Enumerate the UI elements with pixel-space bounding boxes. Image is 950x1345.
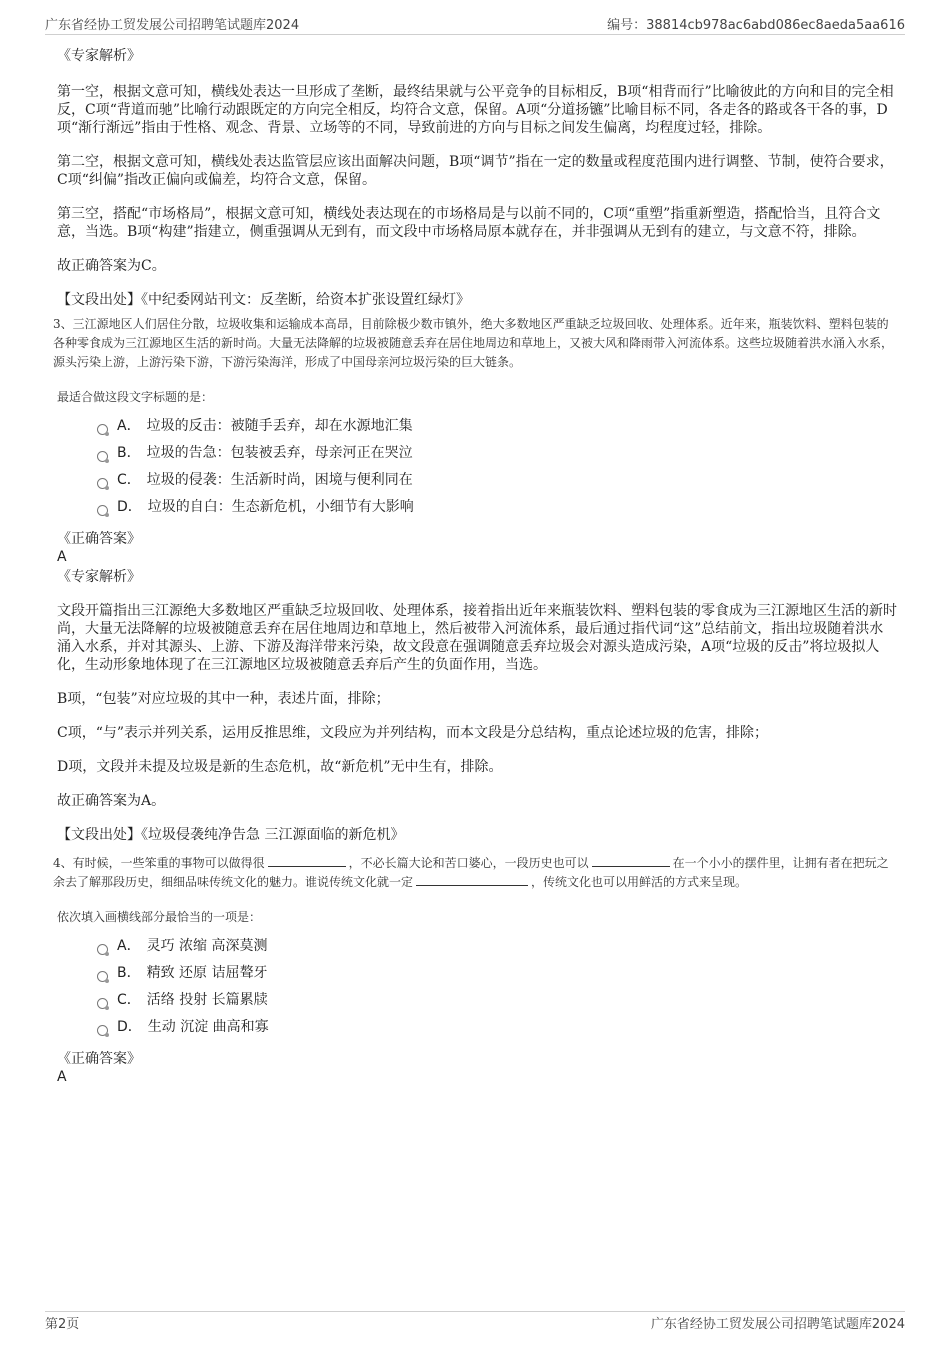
radio-icon[interactable]	[97, 424, 108, 435]
answer-value: A	[57, 1069, 67, 1085]
answer-conclusion: 故正确答案为A。	[57, 793, 166, 809]
radio-icon[interactable]	[97, 1025, 108, 1036]
radio-icon[interactable]	[97, 478, 108, 489]
answer-value: A	[57, 549, 67, 565]
analysis-label: 《专家解析》	[57, 569, 141, 585]
radio-icon[interactable]	[97, 451, 108, 462]
radio-icon[interactable]	[97, 944, 108, 955]
question-4-options	[97, 936, 897, 1044]
answer-label: 《正确答案》	[57, 531, 141, 547]
question-3-options	[97, 416, 897, 524]
radio-icon[interactable]	[97, 505, 108, 516]
question-4-text: 4、有时候，一些笨重的事物可以做得很 ，不必长篇大论和苦口婆心，一段历史也可以 在一个小小的摆件里，让拥有者在把玩之余去了解那段历史，细细品味传统文化的魅力。谁说传统文化就一定 ，传统文化也可以用鲜活的方式来呈现。	[53, 856, 889, 889]
page-footer	[45, 1313, 905, 1333]
option-c[interactable]: C． 活络 投射 长篇累牍	[97, 990, 897, 1017]
option-b[interactable]: B． 精致 还原 诘屈聱牙	[97, 963, 897, 990]
analysis-paragraph: B项，“包装”对应垃圾的其中一种，表述片面，排除；	[57, 691, 390, 707]
option-d[interactable]: D． 垃圾的自白：生态新危机，小细节有大影响	[97, 497, 897, 524]
analysis-paragraph: C项，“与”表示并列关系，运用反推思维，文段应为并列结构，而本文段是分总结构，重点论述垃圾的危害，排除；	[57, 725, 769, 741]
source-citation: 【文段出处】《垃圾侵袭纯净告急 三江源面临的新危机》	[57, 827, 405, 843]
question-4-prompt: 依次填入画横线部分最恰当的一项是：	[57, 910, 262, 924]
fill-blank-1	[268, 854, 346, 867]
option-a[interactable]: A． 灵巧 浓缩 高深莫测	[97, 936, 897, 963]
radio-icon[interactable]	[97, 971, 108, 982]
source-citation: 【文段出处】《中纪委网站刊文：反垄断，给资本扩张设置红绿灯》	[57, 292, 470, 308]
option-a[interactable]: A． 垃圾的反击：被随手丢弃，却在水源地汇集	[97, 416, 897, 443]
analysis-paragraph: 第二空，根据文意可知，横线处表达监管层应该出面解决问题，B项“调节”指在一定的数量或程度范围内进行调整、节制，使符合要求，C项“纠偏”指改正偏向或偏差，均符合文意，保留。	[57, 154, 894, 188]
answer-label: 《正确答案》	[57, 1051, 141, 1067]
analysis-paragraph: 第一空，根据文意可知，横线处表达一旦形成了垄断，最终结果就与公平竞争的目标相反，B项“相背而行”比喻彼此的方向和目的完全相反，C项“背道而驰”比喻行动跟既定的方向完全相反，均符合文意，保留。A项“分道扬镳”比喻目标不同，各走各的路或各干各的事，D项“渐行渐远”指由于性格、观念、背景、立场等的不同，导致前进的方向与目标之间发生偏离，均程度过轻，排除。	[57, 84, 894, 136]
radio-icon[interactable]	[97, 998, 108, 1009]
header-title: 广东省经协工贸发展公司招聘笔试题库2024	[45, 18, 300, 33]
fill-blank-3	[416, 873, 528, 886]
question-3-prompt: 最适合做这段文字标题的是：	[57, 390, 214, 404]
footer-divider	[45, 1311, 905, 1312]
analysis-paragraph: D项，文段并未提及垃圾是新的生态危机，故“新危机”无中生有，排除。	[57, 759, 503, 775]
option-d[interactable]: D． 生动 沉淀 曲高和寡	[97, 1017, 897, 1044]
analysis-paragraph: 第三空，搭配“市场格局”，根据文意可知，横线处表达现在的市场格局是与以前不同的，C项“重塑”指重新塑造，搭配恰当，且符合文意，当选。B项“构建”指建立，侧重强调从无到有，而文段中市场格局原本就存在，并非强调从无到有的建立，与文意不符，排除。	[57, 206, 881, 240]
page-header	[45, 14, 905, 34]
footer-title: 广东省经协工贸发展公司招聘笔试题库2024	[650, 1317, 905, 1332]
answer-conclusion: 故正确答案为C。	[57, 258, 166, 274]
page-content	[53, 44, 897, 1086]
header-divider	[45, 34, 905, 35]
option-c[interactable]: C． 垃圾的侵袭：生活新时尚，困境与便利同在	[97, 470, 897, 497]
analysis-label: 《专家解析》	[57, 48, 141, 64]
header-doc-id: 编号：38814cb978ac6abd086ec8aeda5aa616	[607, 18, 905, 33]
question-3-text: 3、三江源地区人们居住分散，垃圾收集和运输成本高昂，目前除极少数市镇外，绝大多数地区严重缺乏垃圾回收、处理体系。近年来，瓶装饮料、塑料包装的各种零食成为三江源地区生活的新时尚。大量无法降解的垃圾被随意丢弃在居住地周边和草地上，又被大风和降雨带入河流体系。这些垃圾随着洪水涌入水系，源头污染上游，上游污染下游，下游污染海洋，形成了中国母亲河垃圾污染的巨大链条。	[53, 317, 894, 369]
page-number: 第2页	[45, 1317, 80, 1332]
option-b[interactable]: B． 垃圾的告急：包装被丢弃，母亲河正在哭泣	[97, 443, 897, 470]
analysis-paragraph: 文段开篇指出三江源绝大多数地区严重缺乏垃圾回收、处理体系，接着指出近年来瓶装饮料、塑料包装的零食成为三江源地区生活的新时尚，大量无法降解的垃圾被随意丢弃在居住地周边和草地上，然后被带入河流体系，最后通过指代词“这”总结前文，指出垃圾随着洪水涌入水系，并对其源头、上游、下游及海洋带来污染，故文段意在强调随意丢弃垃圾会对源头造成污染，A项“垃圾的反击”将垃圾拟人化，生动形象地体现了在三江源地区垃圾被随意丢弃后产生的负面作用，当选。	[57, 603, 897, 673]
fill-blank-2	[592, 854, 670, 867]
